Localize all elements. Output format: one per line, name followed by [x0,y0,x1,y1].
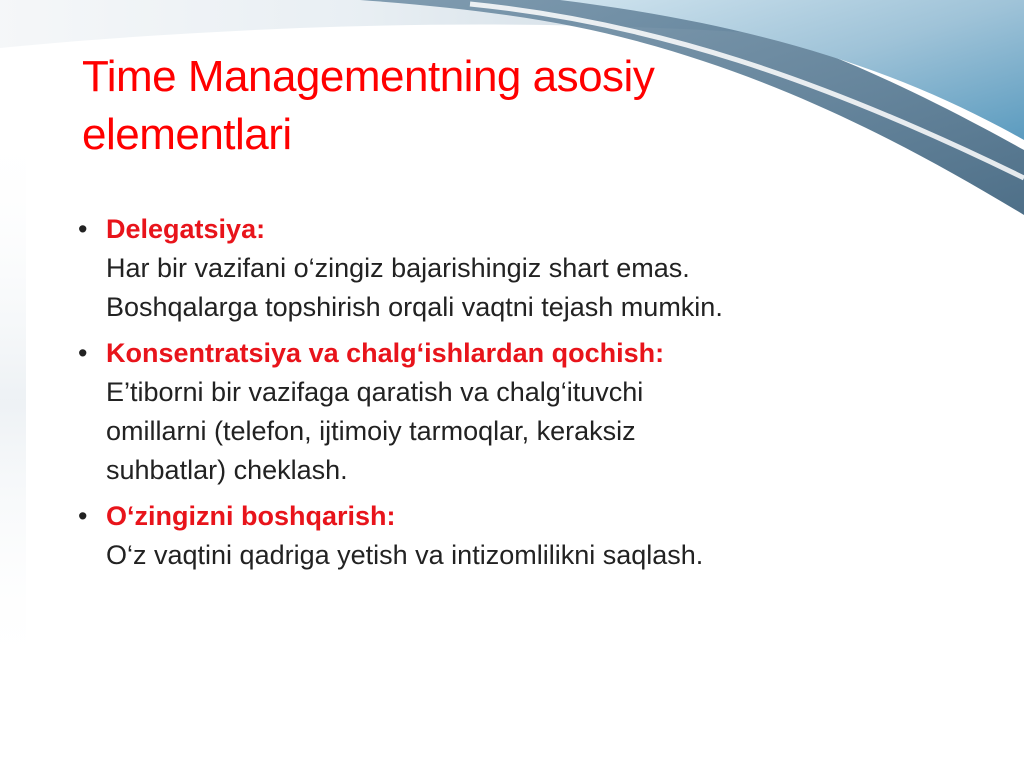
bullet-dot: • [78,338,88,368]
bullet-list [78,210,938,582]
bullet-heading: O‘zingizni boshqarish: [106,501,396,531]
bullet-heading: Delegatsiya: [106,214,266,244]
bullet-item-delegatsiya [78,210,938,327]
bullet-text: Har bir vazifani o‘zingiz bajarishingiz shart emas. Boshqalarga topshirish orqali vaqtni tejash mumkin. [106,253,723,322]
bullet-item-konsentratsiya [78,334,938,490]
bullet-dot: • [78,501,88,531]
bullet-text: O‘z vaqtini qadriga yetish va intizomlilikni saqlash. [106,540,704,570]
slide-title: Time Managementning asosiy elementlari [82,52,655,159]
bullet-item-ozingizni-boshqarish [78,497,938,575]
bullet-dot: • [78,214,88,244]
bullet-heading: Konsentratsiya va chalg‘ishlardan qochish: [106,338,665,368]
bullet-text: E’tiborni bir vazifaga qaratish va chalg‘ituvchi omillarni (telefon, ijtimoiy tarmoqlar, keraksiz suhbatlar) cheklash. [106,377,644,485]
left-shade-strip [0,120,26,680]
